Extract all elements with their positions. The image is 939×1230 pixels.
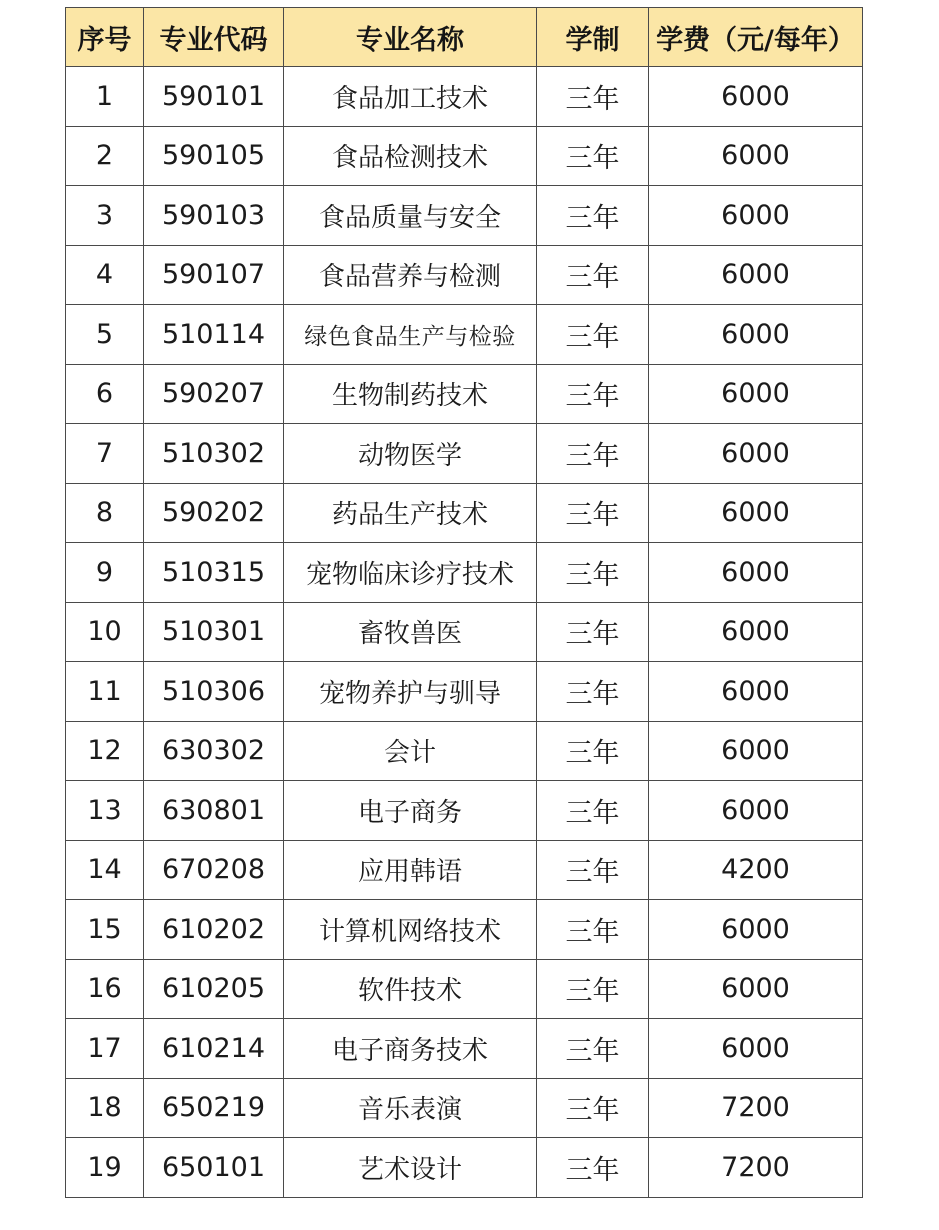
cell-major-name: 宠物临床诊疗技术 [284,543,537,603]
table-row [66,1078,863,1138]
cell-major-name: 计算机网络技术 [284,900,537,960]
cell-major-name: 食品检测技术 [284,126,537,186]
cell-index: 11 [66,662,144,722]
table-header [66,8,863,67]
cell-fee: 6000 [649,721,863,781]
cell-duration: 三年 [537,959,649,1019]
cell-fee: 7200 [649,1078,863,1138]
cell-code: 610205 [144,959,284,1019]
cell-major-name: 应用韩语 [284,840,537,900]
cell-duration: 三年 [537,781,649,841]
cell-major-name: 食品营养与检测 [284,245,537,305]
table-row [66,662,863,722]
cell-index: 9 [66,543,144,603]
header-duration: 学制 [537,8,649,67]
cell-index: 16 [66,959,144,1019]
cell-fee: 6000 [649,67,863,127]
cell-index: 18 [66,1078,144,1138]
cell-fee: 6000 [649,1019,863,1079]
cell-fee: 6000 [649,364,863,424]
header-code: 专业代码 [144,8,284,67]
cell-fee: 6000 [649,483,863,543]
table-row [66,721,863,781]
cell-fee: 6000 [649,781,863,841]
cell-major-name: 绿色食品生产与检验 [284,305,537,365]
header-name: 专业名称 [284,8,537,67]
cell-fee: 6000 [649,900,863,960]
cell-major-name: 药品生产技术 [284,483,537,543]
cell-index: 10 [66,602,144,662]
cell-major-name: 动物医学 [284,424,537,484]
cell-major-name: 电子商务技术 [284,1019,537,1079]
cell-duration: 三年 [537,721,649,781]
cell-major-name: 生物制药技术 [284,364,537,424]
cell-duration: 三年 [537,840,649,900]
cell-code: 510301 [144,602,284,662]
cell-major-name: 艺术设计 [284,1138,537,1198]
cell-index: 14 [66,840,144,900]
cell-code: 630801 [144,781,284,841]
table-row [66,602,863,662]
table-row [66,959,863,1019]
cell-duration: 三年 [537,126,649,186]
cell-index: 8 [66,483,144,543]
cell-duration: 三年 [537,543,649,603]
cell-index: 5 [66,305,144,365]
table-row [66,781,863,841]
cell-index: 1 [66,67,144,127]
table-row [66,364,863,424]
table-row [66,483,863,543]
cell-code: 590101 [144,67,284,127]
cell-index: 6 [66,364,144,424]
cell-code: 670208 [144,840,284,900]
cell-code: 510306 [144,662,284,722]
cell-fee: 7200 [649,1138,863,1198]
cell-major-name: 食品加工技术 [284,67,537,127]
cell-duration: 三年 [537,900,649,960]
table-row [66,126,863,186]
cell-fee: 6000 [649,662,863,722]
cell-code: 590207 [144,364,284,424]
cell-major-name: 电子商务 [284,781,537,841]
cell-fee: 6000 [649,959,863,1019]
cell-index: 3 [66,186,144,246]
cell-index: 7 [66,424,144,484]
table-row [66,67,863,127]
table-row [66,245,863,305]
cell-index: 4 [66,245,144,305]
cell-duration: 三年 [537,424,649,484]
cell-fee: 6000 [649,543,863,603]
header-row [66,8,863,67]
cell-index: 19 [66,1138,144,1198]
cell-fee: 6000 [649,305,863,365]
cell-code: 590107 [144,245,284,305]
cell-fee: 6000 [649,424,863,484]
cell-duration: 三年 [537,602,649,662]
cell-duration: 三年 [537,483,649,543]
cell-duration: 三年 [537,662,649,722]
cell-code: 510315 [144,543,284,603]
cell-code: 650219 [144,1078,284,1138]
cell-major-name: 宠物养护与驯导 [284,662,537,722]
cell-code: 630302 [144,721,284,781]
table-row [66,186,863,246]
cell-fee: 6000 [649,602,863,662]
table-row [66,305,863,365]
cell-duration: 三年 [537,186,649,246]
table-row [66,840,863,900]
cell-duration: 三年 [537,67,649,127]
cell-code: 610202 [144,900,284,960]
table-row [66,900,863,960]
table-row [66,1019,863,1079]
cell-index: 15 [66,900,144,960]
cell-duration: 三年 [537,364,649,424]
cell-major-name: 会计 [284,721,537,781]
cell-major-name: 食品质量与安全 [284,186,537,246]
cell-code: 510114 [144,305,284,365]
cell-index: 12 [66,721,144,781]
cell-duration: 三年 [537,1019,649,1079]
cell-code: 510302 [144,424,284,484]
table-row [66,1138,863,1198]
cell-major-name: 音乐表演 [284,1078,537,1138]
cell-index: 2 [66,126,144,186]
table-row [66,424,863,484]
cell-fee: 4200 [649,840,863,900]
cell-index: 13 [66,781,144,841]
cell-code: 650101 [144,1138,284,1198]
cell-code: 590105 [144,126,284,186]
cell-code: 590103 [144,186,284,246]
cell-index: 17 [66,1019,144,1079]
cell-code: 610214 [144,1019,284,1079]
table-row [66,543,863,603]
majors-fee-table [65,7,863,1198]
table-body [66,67,863,1198]
header-index: 序号 [66,8,144,67]
cell-duration: 三年 [537,245,649,305]
cell-code: 590202 [144,483,284,543]
cell-duration: 三年 [537,1138,649,1198]
cell-duration: 三年 [537,1078,649,1138]
cell-fee: 6000 [649,186,863,246]
cell-major-name: 软件技术 [284,959,537,1019]
header-fee: 学费（元/每年） [649,8,863,67]
cell-fee: 6000 [649,126,863,186]
cell-fee: 6000 [649,245,863,305]
cell-duration: 三年 [537,305,649,365]
cell-major-name: 畜牧兽医 [284,602,537,662]
